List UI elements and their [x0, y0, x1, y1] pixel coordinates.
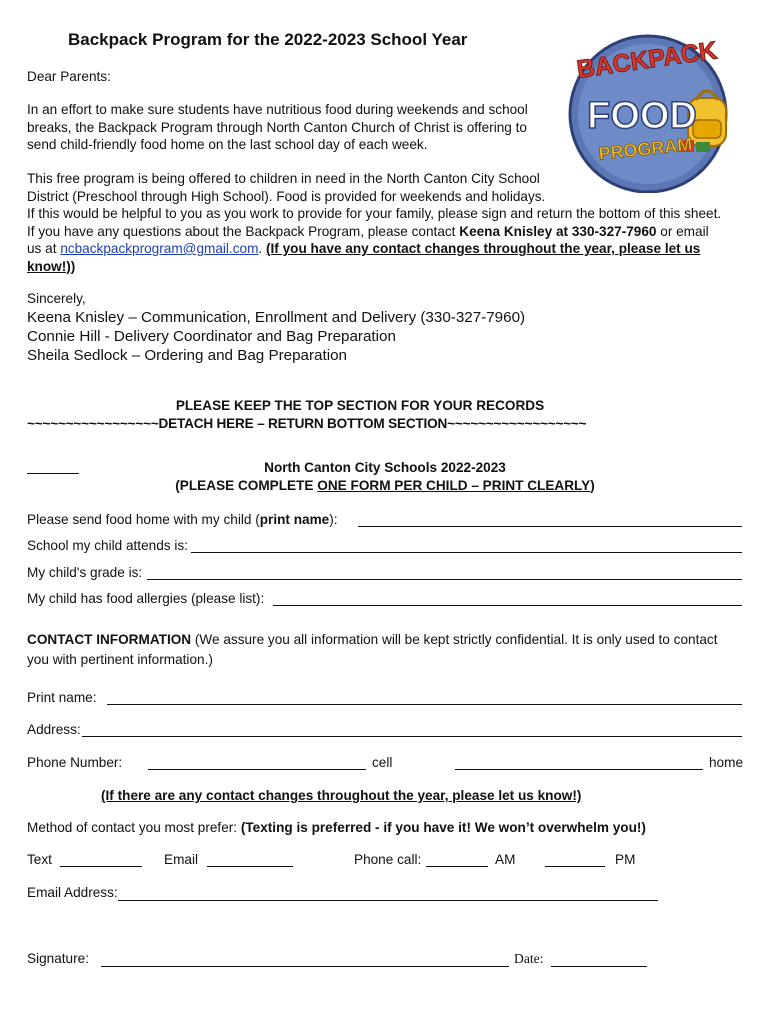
phone-call-time-field[interactable] — [426, 866, 488, 867]
contact-info-text: (We assure you all information will be kept strictly confidential. It is only used to contact — [191, 632, 718, 647]
phone-number-label: Phone Number: — [27, 755, 123, 770]
cell-label: cell — [372, 755, 393, 770]
signatory-connie: Connie Hill - Delivery Coordinator and Bag Preparation — [27, 328, 396, 345]
date-field[interactable] — [551, 966, 647, 967]
email-prefix: us at — [27, 241, 61, 256]
intro-line-2: breaks, the Backpack Program through North Canton Church of Christ is offering to — [27, 119, 527, 135]
signature-label: Signature: — [27, 951, 89, 966]
date-label: Date: — [514, 951, 544, 966]
pm-label: PM — [615, 852, 636, 867]
grade-field[interactable] — [147, 579, 742, 580]
address-label: Address: — [27, 722, 81, 737]
phone-call-option-label: Phone call: — [354, 852, 422, 867]
home-phone-field[interactable] — [455, 769, 703, 770]
logo-text-food: FOOD — [587, 95, 697, 137]
print-name-label: Print name: — [27, 690, 97, 705]
program-email-link[interactable]: ncbackpackprogram@gmail.com — [60, 241, 259, 256]
contact-changes-note: (If there are any contact changes throughout the year, please let us know!) — [101, 788, 582, 803]
form-sub-suffix: ) — [590, 478, 595, 493]
form-subheading — [0, 478, 770, 493]
intro-paragraph — [27, 101, 528, 154]
grade-label: My child's grade is: — [27, 565, 143, 580]
form-sub-emphasis: ONE FORM PER CHILD – PRINT CLEARLY — [317, 478, 591, 493]
details-line-4 — [27, 223, 721, 241]
contact-info-line-1 — [27, 630, 747, 650]
greeting: Dear Parents: — [27, 69, 111, 84]
contact-info-section — [27, 630, 747, 670]
changes-notice-end: know!) — [27, 258, 71, 274]
allergies-field[interactable] — [273, 605, 742, 606]
contact-info-line-2: you with pertinent information.) — [27, 652, 213, 667]
keep-records-notice: PLEASE KEEP THE TOP SECTION FOR YOUR RECORDS — [175, 398, 545, 413]
page-title: Backpack Program for the 2022-2023 School Year — [68, 30, 468, 49]
child-name-label: Please send food home with my child (print name): — [27, 512, 338, 527]
details-line-3: If this would be helpful to you as you work to provide for your family, please sign and return the bottom of this sheet. — [27, 206, 722, 221]
email-option-label: Email — [164, 852, 198, 867]
signatory-sheila: Sheila Sedlock – Ordering and Bag Preparation — [27, 347, 347, 364]
form-sub-prefix: (PLEASE COMPLETE — [175, 478, 318, 493]
texting-preferred-note: (Texting is preferred - if you have it! We won’t overwhelm you!) — [240, 820, 646, 835]
logo-text-backpack: BACKPACK — [575, 36, 719, 84]
school-field[interactable] — [191, 552, 742, 553]
address-field[interactable] — [82, 736, 742, 737]
pm-time-field[interactable] — [545, 866, 605, 867]
intro-line-1: In an effort to make sure students have nutritious food during weekends and school — [27, 102, 528, 117]
details-paragraph — [27, 170, 721, 275]
changes-notice: (If you have any contact changes throughout the year, please let us — [265, 241, 701, 256]
contact-text: If you have any questions about the Backpack Program, please contact — [27, 223, 460, 239]
contact-method-question: Method of contact you most prefer: — [27, 820, 241, 835]
details-line-1: This free program is being offered to children in need in the North Canton City School — [27, 171, 540, 186]
email-option-field[interactable] — [207, 866, 293, 867]
contact-person: Keena Knisley at 330-327-7960 — [459, 223, 657, 239]
text-option-label: Text — [27, 852, 52, 867]
child-name-field[interactable] — [358, 526, 742, 527]
details-line-6: know!)) — [27, 258, 76, 274]
detach-line: ~~~~~~~~~~~~~~~~~DETACH HERE – RETURN BOTTOM SECTION~~~~~~~~~~~~~~~~~~ — [27, 416, 587, 431]
print-name-field[interactable] — [107, 704, 742, 705]
signatories — [27, 308, 525, 365]
details-line-2: District (Preschool through High School). Food is provided for weekends and holidays. — [27, 188, 546, 204]
cell-phone-field[interactable] — [148, 769, 366, 770]
backpack-food-program-logo — [560, 28, 740, 193]
signature-field[interactable] — [101, 966, 509, 967]
allergies-label: My child has food allergies (please list): — [27, 591, 265, 606]
form-heading: North Canton City Schools 2022-2023 — [264, 460, 506, 475]
signatory-keena: Keena Knisley – Communication, Enrollment and Delivery (330-327-7960) — [27, 309, 526, 326]
logo-text-program: PROGRAM — [597, 134, 694, 164]
home-label: home — [709, 755, 744, 770]
am-label: AM — [495, 852, 516, 867]
intro-line-3: send child-friendly food home on the last school day of each week. — [27, 137, 428, 152]
details-line-5 — [27, 240, 721, 258]
school-label: School my child attends is: — [27, 538, 188, 553]
email-address-label: Email Address: — [27, 885, 118, 900]
text-option-field[interactable] — [60, 866, 142, 867]
email-address-field[interactable] — [118, 900, 658, 901]
contact-method-label — [27, 820, 646, 835]
contact-text-end: or email — [656, 223, 709, 239]
email-suffix: . — [258, 241, 266, 256]
logo-graphic — [560, 28, 740, 193]
closing: Sincerely, — [27, 291, 86, 306]
contact-info-heading: CONTACT INFORMATION — [27, 632, 192, 647]
